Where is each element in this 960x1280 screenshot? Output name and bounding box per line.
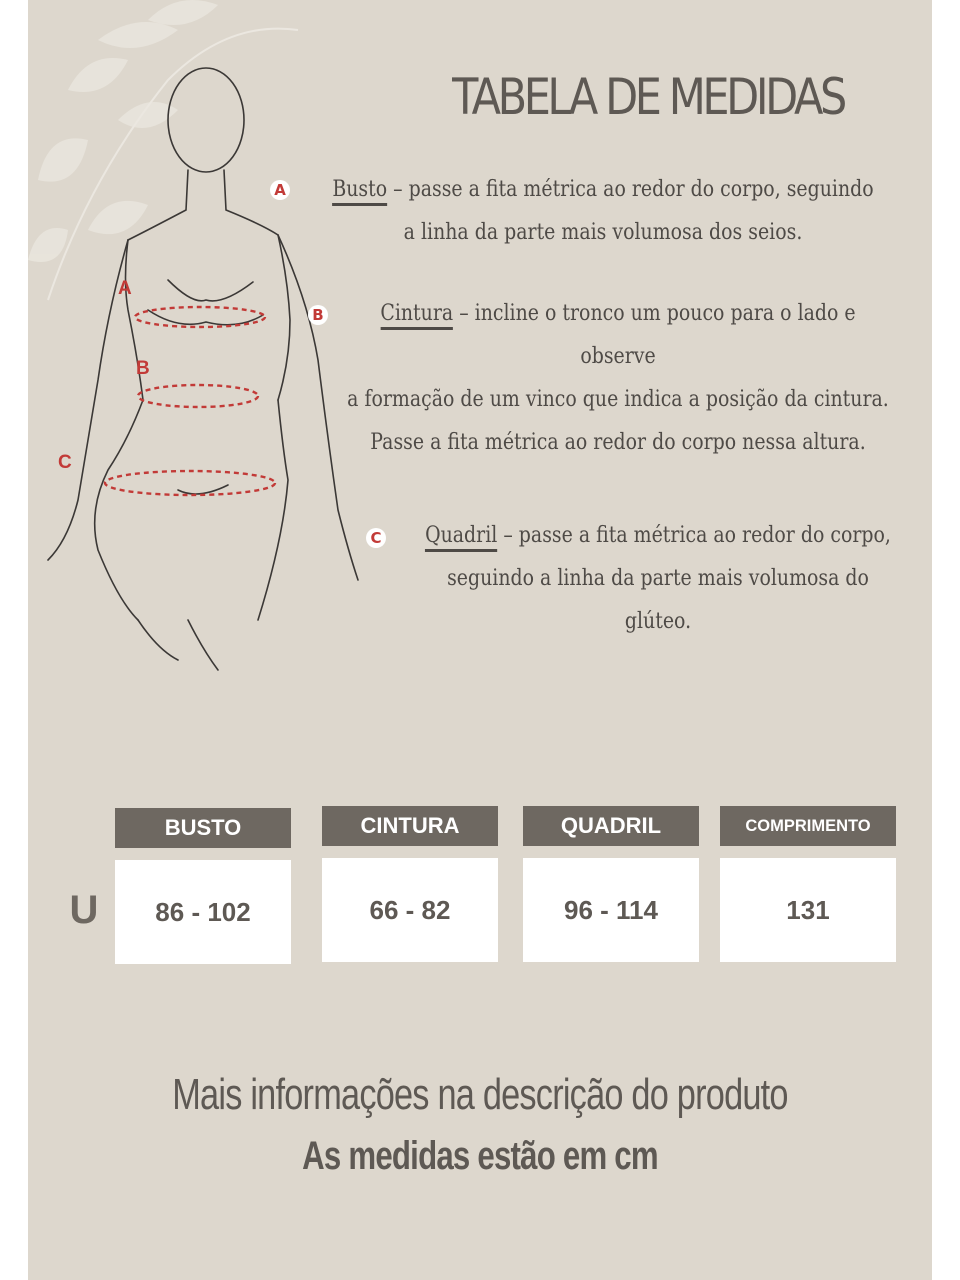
column-busto <box>115 808 291 964</box>
column-cintura <box>322 806 498 962</box>
page-title: TABELA DE MEDIDAS <box>452 68 844 126</box>
marker-b: B <box>308 305 328 325</box>
column-value: 131 <box>720 858 896 962</box>
column-header: COMPRIMENTO <box>720 806 896 846</box>
body-figure-sketch <box>28 60 388 680</box>
figure-label-a: A <box>118 278 132 299</box>
busto-line1: – passe a fita métrica ao redor do corpo, seguindo <box>387 177 874 202</box>
cintura-line2: observe <box>580 344 656 369</box>
busto-line2: a linha da parte mais volumosa dos seios. <box>403 220 803 245</box>
marker-a: A <box>270 180 290 200</box>
instruction-quadril <box>409 514 908 643</box>
marker-c: C <box>366 528 386 548</box>
column-value: 96 - 114 <box>523 858 699 962</box>
cintura-line3: a formação de um vinco que indica a posição da cintura. <box>347 387 889 412</box>
instruction-busto <box>324 168 883 254</box>
quadril-line3: glúteo. <box>624 609 692 634</box>
column-value: 66 - 82 <box>322 858 498 962</box>
size-label: U <box>69 888 99 932</box>
quadril-line1: – passe a fita métrica ao redor do corpo, <box>497 523 891 548</box>
figure-label-b: B <box>136 358 150 379</box>
column-header: QUADRIL <box>523 806 699 846</box>
figure-label-c: C <box>58 452 72 473</box>
quadril-line2: seguindo a linha da parte mais volumosa do <box>447 566 869 591</box>
cintura-line1: – incline o tronco um pouco para o lado e <box>453 301 856 326</box>
column-comprimento <box>720 806 896 962</box>
column-quadril <box>523 806 699 962</box>
more-info-note: Mais informações na descrição do produto <box>172 1070 788 1119</box>
unit-note: As medidas estão em cm <box>302 1134 658 1178</box>
column-header: CINTURA <box>322 806 498 846</box>
quadril-term: Quadril <box>425 523 497 552</box>
column-header: BUSTO <box>115 808 291 848</box>
cintura-line4: Passe a fita métrica ao redor do corpo nessa altura. <box>370 430 866 455</box>
size-guide-page <box>28 0 932 1280</box>
cintura-term: Cintura <box>380 301 453 330</box>
busto-term: Busto <box>332 177 387 206</box>
column-value: 86 - 102 <box>115 860 291 964</box>
instruction-cintura <box>343 292 893 464</box>
